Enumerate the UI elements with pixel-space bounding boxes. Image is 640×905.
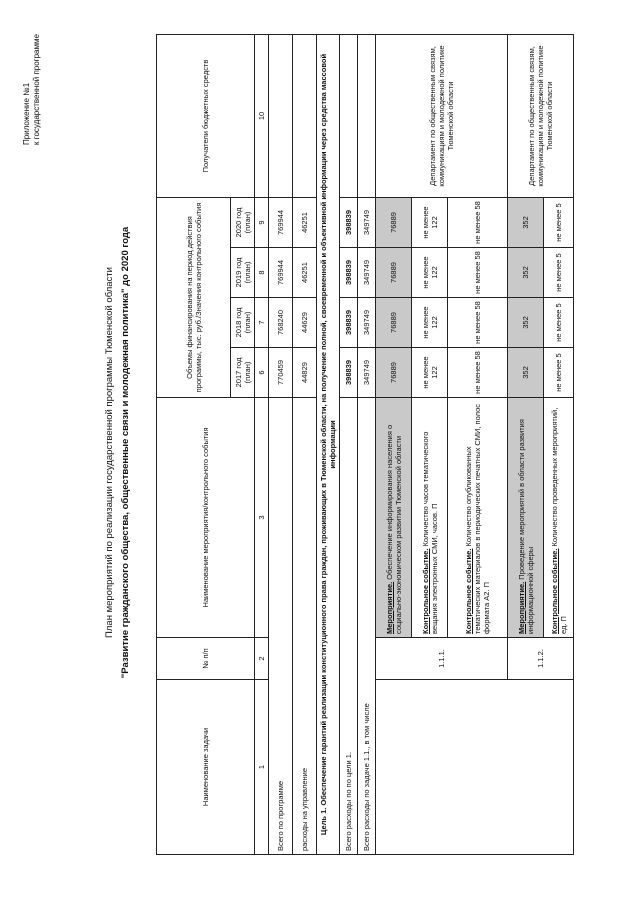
plan-table	[156, 34, 574, 855]
recipient-dept: Департамент по общественным связям, коммуникациям и молодежной политике Тюменской области	[508, 34, 574, 197]
event-text: Проведение мероприятий в области развития информационной сферы	[516, 419, 535, 634]
col-num: 9	[255, 197, 269, 247]
value-cell: 46251	[293, 197, 317, 247]
goal-row	[317, 34, 340, 854]
table-row	[340, 34, 358, 854]
value-cell: не менее 5	[544, 248, 574, 298]
value-cell: не менее 122	[412, 298, 448, 348]
value-cell: не менее 122	[412, 197, 448, 247]
event-num: 1.1.1.	[376, 638, 508, 680]
task-cell	[376, 680, 574, 855]
event-prefix: Контрольное событие.	[464, 548, 473, 634]
event-prefix: Контрольное событие.	[549, 548, 559, 634]
value-cell: 76889	[376, 197, 412, 247]
control-event	[448, 398, 508, 638]
control-event	[412, 398, 448, 638]
value-cell: не менее 122	[412, 248, 448, 298]
event-prefix: Мероприятие.	[516, 581, 526, 634]
event-prefix: Мероприятие.	[384, 581, 394, 634]
col-num: 2	[255, 638, 269, 680]
col-num: 3	[255, 398, 269, 638]
document-title: План мероприятий по реализации государственной программы Тюменской области	[104, 267, 115, 638]
empty-cell	[293, 34, 317, 197]
row-label: расходы на управление	[293, 398, 317, 855]
value-cell: 349749	[358, 197, 376, 247]
value-cell: 352	[508, 248, 544, 298]
table-row	[358, 34, 376, 854]
value-cell: не менее 5	[544, 348, 574, 398]
value-cell: не менее 122	[412, 348, 448, 398]
row-label: Всего расходы по задаче 1.1., в том числе	[358, 398, 376, 855]
value-cell: 76889	[376, 298, 412, 348]
header-event: Наименование мероприятия/контрольного события	[157, 398, 255, 638]
value-cell: 76889	[376, 348, 412, 398]
empty-cell	[340, 34, 358, 197]
value-cell: не менее 5	[544, 298, 574, 348]
value-cell: 769944	[269, 248, 293, 298]
control-event	[544, 398, 574, 638]
value-cell: 349749	[358, 348, 376, 398]
col-num: 8	[255, 248, 269, 298]
value-cell: 398839	[340, 348, 358, 398]
appendix-note	[22, 34, 42, 145]
event-prefix: Контрольное событие.	[420, 548, 430, 634]
table-row	[376, 34, 412, 854]
row-label: Всего расходы по по цели 1.	[340, 398, 358, 855]
header-recipients: Получатели бюджетных средств	[157, 34, 255, 197]
empty-cell	[269, 34, 293, 197]
event-text: Количество опубликованных тематических материалов в периодических печатных СМИ, полос формата А2. П	[464, 403, 491, 634]
value-cell: не менее 58	[448, 197, 508, 247]
recipient-dept: Департамент по общественным связям, коммуникациям и молодежной политике Тюменской области	[376, 34, 508, 197]
col-num: 10	[255, 34, 269, 197]
header-year-2017: 2017 год (план)	[231, 348, 255, 398]
header-year-2020: 2020 год (план)	[231, 197, 255, 247]
value-cell: 398839	[340, 248, 358, 298]
table-row	[293, 34, 317, 854]
goal-text: Цель 1. Обеспечение гарантий реализации конституционного права граждан, проживающих в Тюменской области, на получение полной, своевременной и объективной информации через средства массовой информации	[317, 34, 340, 854]
value-cell: 352	[508, 197, 544, 247]
value-cell: 349749	[358, 298, 376, 348]
event-name	[508, 398, 544, 638]
row-label: Всего по программе	[269, 398, 293, 855]
col-num: 6	[255, 348, 269, 398]
event-text: Обеспечение информирования населения о социально-экономическом развитии Тюменской области	[384, 424, 403, 634]
value-cell: 769944	[269, 197, 293, 247]
value-cell: 768240	[269, 298, 293, 348]
col-num: 1	[255, 680, 269, 855]
event-text: Количество проведенных мероприятий, ед. П	[549, 407, 568, 634]
header-task: Наименование задачи	[157, 680, 255, 855]
table-row	[269, 34, 293, 854]
value-cell: 44629	[293, 298, 317, 348]
appendix-line1: Приложение №1	[22, 82, 31, 145]
header-year-2018: 2018 год (план)	[231, 298, 255, 348]
value-cell: 46251	[293, 248, 317, 298]
value-cell: 349749	[358, 248, 376, 298]
empty-cell	[358, 34, 376, 197]
value-cell: не менее 58	[448, 348, 508, 398]
value-cell: не менее 58	[448, 298, 508, 348]
value-cell: 352	[508, 298, 544, 348]
value-cell: не менее 58	[448, 248, 508, 298]
value-cell: 398839	[340, 197, 358, 247]
value-cell: 352	[508, 348, 544, 398]
value-cell: 44829	[293, 348, 317, 398]
header-year-2019: 2019 год (план)	[231, 248, 255, 298]
value-cell: не менее 5	[544, 197, 574, 247]
appendix-line2: к государственной программе	[32, 34, 41, 145]
event-num: 1.1.2.	[508, 638, 574, 680]
header-funding: Объемы финансирования на период действия программы, тыс. руб./Значения контрольного события	[157, 197, 231, 397]
value-cell: 76889	[376, 248, 412, 298]
value-cell: 398839	[340, 298, 358, 348]
value-cell: 770459	[269, 348, 293, 398]
event-name	[376, 398, 412, 638]
document-subtitle: "Развитие гражданского общества, общественные связи и молодежная политика" до 2020 года	[120, 226, 131, 679]
header-num: № п/п	[157, 638, 255, 680]
col-num: 7	[255, 298, 269, 348]
event-text: Количество часов тематического вещания электронных СМИ, часов. П	[420, 431, 439, 634]
